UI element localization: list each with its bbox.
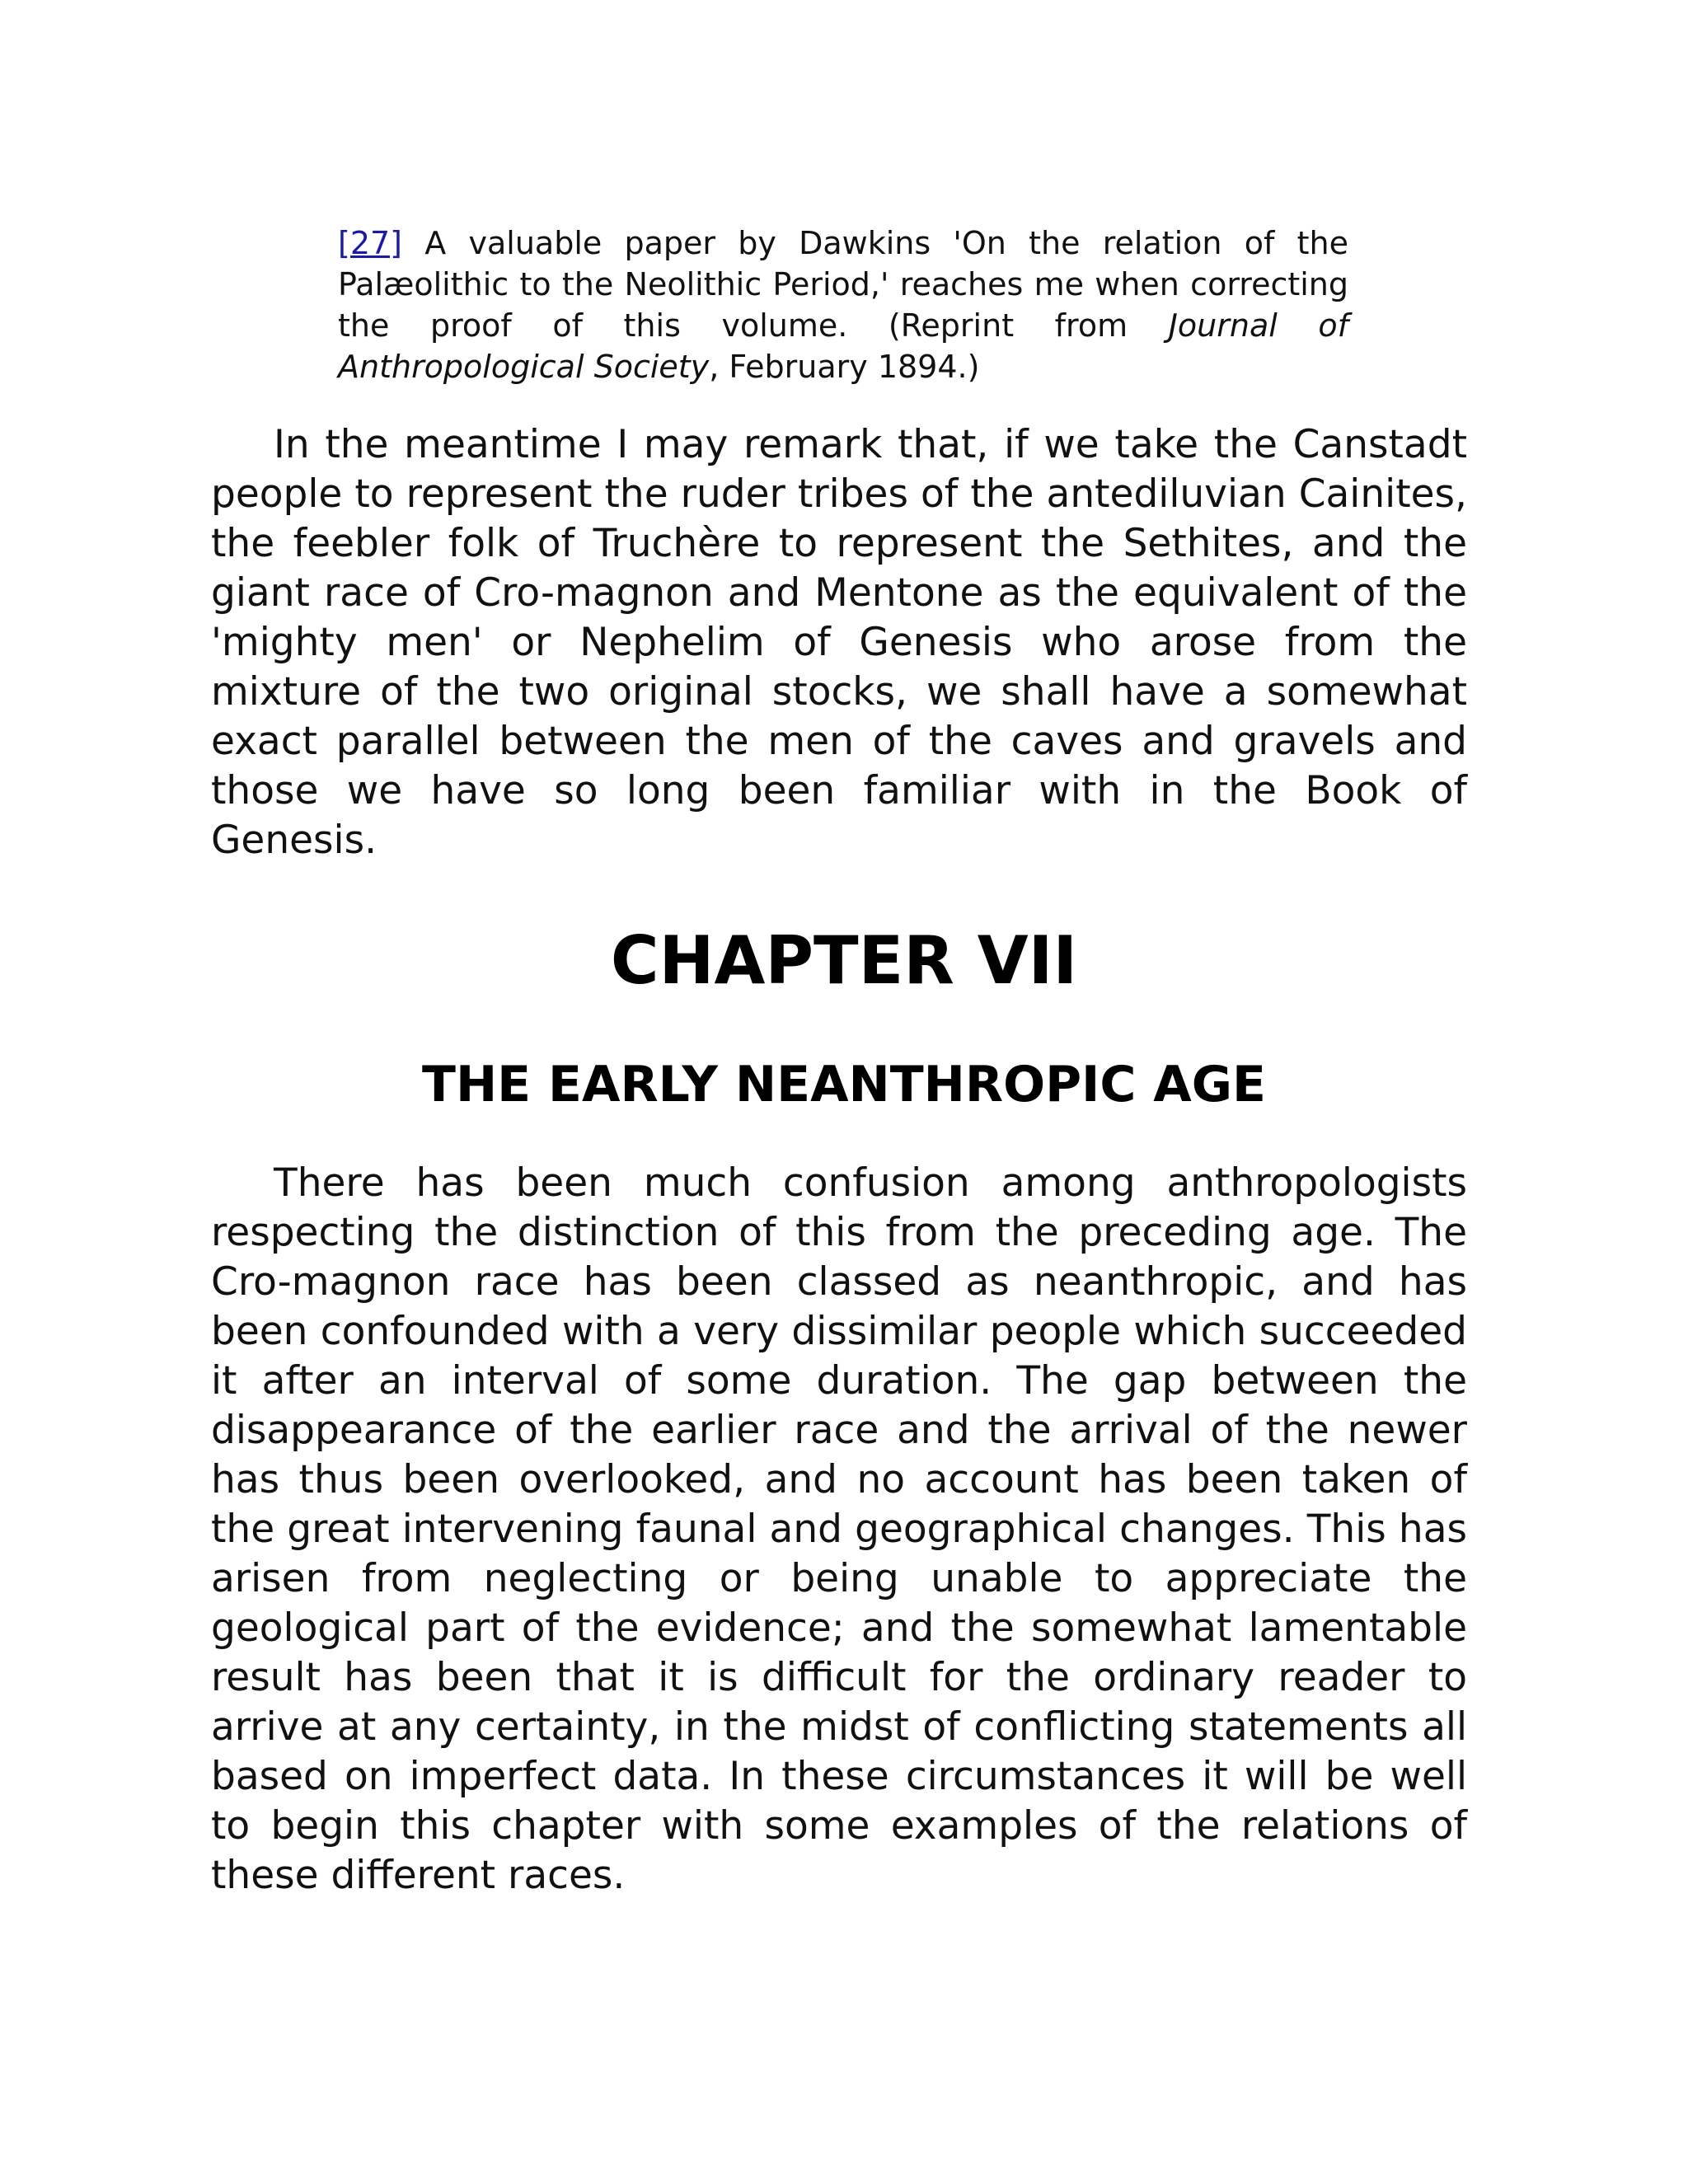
footnote-ref-link[interactable]: [27]: [338, 225, 403, 261]
footnote-text-before: A valuable paper by Dawkins 'On the relation of the Palæolithic to the Neolithic Period,' reaches me when correcting the proof of this volume. (Reprint from: [338, 225, 1348, 344]
footnote: [338, 223, 1348, 387]
paragraph-meantime: In the meantime I may remark that, if we take the Canstadt people to represent the ruder tribes of the antediluvian Cainites, the feebler folk of Truchère to represent the Sethites, and the giant race of Cro-magnon and Mentone as the equivalent of the 'mighty men' or Nephelim of Genesis who arose from the mixture of the two original stocks, we shall have a somewhat exact parallel between the men of the caves and gravels and those we have so long been familiar with in the Book of Genesis.: [211, 422, 1467, 863]
footnote-journal-title: Journal of Anthropological Society: [338, 307, 1349, 385]
footnote-text-after: , February 1894.): [709, 349, 980, 385]
paragraph-confusion: There has been much confusion among anthropologists respecting the distinction of this from the preceding age. The Cro-magnon race has been classed as neanthropic, and has been confounded with a very dissimilar people which succeeded it after an interval of some duration. The gap between the disappearance of the earlier race and the arrival of the newer has thus been overlooked, and no account has been taken of the great intervening faunal and geographical changes. This has arisen from neglecting or being unable to appreciate the geological part of the evidence; and the somewhat lamentable result has been that it is difficult for the ordinary reader to arrive at any certainty, in the midst of conflicting statements all based on imperfect data. In these circumstances it will be well to begin this chapter with some examples of the relations of these different races.: [211, 1160, 1467, 1898]
chapter-subtitle: THE EARLY NEANTHROPIC AGE: [422, 1056, 1266, 1113]
chapter-title: CHAPTER VII: [610, 922, 1078, 999]
